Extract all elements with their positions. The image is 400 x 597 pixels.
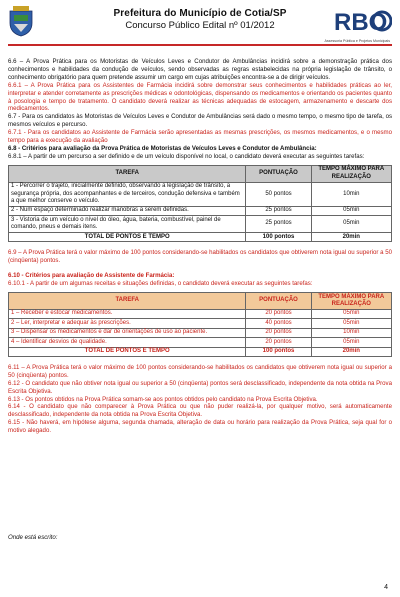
paragraph-6-12: 6.12 - O candidato que não obtiver nota igual ou superior a 50 (cinqüenta) pontos será desclassificado, independente da nota obtida na Prova Escrita Objetiva.	[8, 379, 392, 395]
rbo-logo	[332, 3, 392, 39]
task-cell: 4 – Identificar desvios de qualidade.	[9, 338, 246, 347]
task-cell: 2 - Num espaço determinado realizar manobras a serem definidas.	[9, 206, 246, 215]
table-row	[9, 182, 392, 206]
paragraph-6-6: 6.6 – A Prova Prática para os Motoristas de Veículos Leves e Condutor de Ambulâncias incidirá sobre a demonstração prática dos conhecimentos e habilidades da condução de veículos, sendo observadas as regras estabelecidas na própria legislação de trânsito, o conhecimento obrigatório para quem pretende assumir um cargo em cujas atribuições encontra-se a de dirigir veículos.	[8, 58, 392, 81]
table-row	[9, 319, 392, 328]
total-label: TOTAL DE PONTOS E TEMPO	[9, 233, 246, 242]
document-body	[8, 58, 392, 435]
score-cell: 25 pontos	[246, 216, 311, 233]
paragraph-6-8: 6.8 - Critérios para avaliação da Prova Prática de Motoristas de Veículos Leves e Condutor de Ambulância:	[8, 144, 317, 152]
table-total-row	[9, 233, 392, 242]
table-row	[9, 328, 392, 337]
paragraph-6-10-1: 6.10.1 - A partir de um algumas receitas e situações definidas, o candidato deverá executar as seguintes tarefas:	[8, 280, 313, 288]
task-cell: 1 – Receber e estocar medicamentos.	[9, 309, 246, 318]
logo-text: RBO	[334, 9, 388, 36]
task-cell: 1 - Percorrer o trajeto, inicialmente definido, observando a legislação de trânsito, a segurança própria, dos acompanhantes e de terceiros, condução defensiva e também a que melhor conserve o veículo.	[9, 182, 246, 206]
paragraph-6-6-1: 6.6.1 – A Prova Prática para os Assistentes de Farmácia incidirá sobre demonstrar seus conhecimentos e habilidades práticas ao ler, interpretar e atender corretamente as prescrições médicas e odontológicas, dispensando os medicamentos e orientando os pacientes quanto à posologia e tempo de tratamento. O candidato deverá realizar as técnicas adequadas de estocagem, armazenamento e descarte dos medicamentos.	[8, 81, 392, 113]
paragraph-6-10: 6.10 - Critérios para avaliação de Assistente de Farmácia:	[8, 272, 175, 280]
time-cell: 10min	[311, 182, 391, 206]
time-cell: 05min	[311, 319, 391, 328]
column-header-time: TEMPO MÁXIMO PARA REALIZAÇÃO	[311, 165, 391, 182]
page-number: 4	[384, 584, 388, 591]
task-cell: 2 – Ler, interpretar e adequar às prescrições.	[9, 319, 246, 328]
header-divider	[8, 44, 392, 46]
task-cell: 3 - Vistoria de um veículo o nível do óleo, água, bateria, combustível, painel de comando, pneus e demais itens.	[9, 216, 246, 233]
total-score: 100 pontos	[246, 233, 311, 242]
table-row	[9, 216, 392, 233]
column-header-score: PONTUAÇÃO	[246, 165, 311, 182]
time-cell: 05min	[311, 216, 391, 233]
table-header-row	[9, 165, 392, 182]
time-cell: 10min	[311, 328, 391, 337]
column-header-task: TAREFA	[9, 165, 246, 182]
total-score: 100 pontos	[246, 347, 311, 356]
paragraph-6-14: 6.14 - O candidato que não comparecer à Prova Prática ou que não puder realizá-la, por qualquer motivo, será automaticamente desclassificado, independente da nota obtida na Prova Escrita Objetiva.	[8, 403, 392, 419]
table-row	[9, 206, 392, 215]
table-total-row	[9, 347, 392, 356]
paragraph-6-7: 6.7 - Para os candidatos às Motoristas de Veículos Leves e Condutor de Ambulâncias será dado o mesmo tempo, o mesmo tipo de tarefa, os mesmos veículos e percurso.	[8, 113, 392, 129]
time-cell: 05min	[311, 206, 391, 215]
score-cell: 20 pontos	[246, 328, 311, 337]
time-cell: 05min	[311, 309, 391, 318]
column-header-task: TAREFA	[9, 293, 246, 310]
score-cell: 20 pontos	[246, 338, 311, 347]
score-cell: 50 pontos	[246, 182, 311, 206]
score-cell: 20 pontos	[246, 309, 311, 318]
header-title: Prefeitura do Município de Cotia/SP	[113, 8, 287, 19]
paragraph-6-11: 6.11 – A Prova Prática terá o valor máximo de 100 pontos considerando-se habilitados os candidatos que obtiverem nota igual ou superior a 50 (cinqüenta) pontos.	[8, 363, 392, 379]
table-row	[9, 338, 392, 347]
task-cell: 3 – Dispensar os medicamentos e dar de orientações de uso ao paciente.	[9, 328, 246, 337]
score-cell: 40 pontos	[246, 319, 311, 328]
column-header-time: TEMPO MÁXIMO PARA REALIZAÇÃO	[311, 293, 391, 310]
pharmacy-task-table	[8, 292, 392, 357]
time-cell: 05min	[311, 338, 391, 347]
driver-task-table	[8, 165, 392, 243]
table-header-row	[9, 293, 392, 310]
paragraph-6-7-1: 6.7.1 - Para os candidatos ao Assistente de Farmácia serão apresentadas as mesmas prescrições, os mesmos medicamentos, e o mesmo tempo para a execução da avaliação	[8, 129, 392, 145]
paragraph-6-9: 6.9 – A Prova Prática terá o valor máximo de 100 pontos considerando-se habilitados os candidatos que obtiverem nota igual ou superior a 50 (cinqüenta) pontos.	[8, 249, 392, 265]
score-cell: 25 pontos	[246, 206, 311, 215]
paragraph-6-15: 6.15 - Não haverá, em hipótese alguma, segunda chamada, alteração de data ou horário para realização da Prova Prática, seja qual for o motivo alegado.	[8, 419, 392, 435]
table-row	[9, 309, 392, 318]
total-time: 20min	[311, 233, 391, 242]
closing-text: Onde está escrito:	[8, 534, 58, 541]
header-subtitle: Concurso Público Edital nº 01/2012	[125, 20, 275, 31]
total-label: TOTAL DE PONTOS E TEMPO	[9, 347, 246, 356]
total-time: 20min	[311, 347, 391, 356]
column-header-score: PONTUAÇÃO	[246, 293, 311, 310]
logo-subtitle: Assessoria Pública e Projetos Municipais	[324, 39, 390, 43]
paragraph-6-13: 6.13 - Os pontos obtidos na Prova Prática somam-se aos pontos obtidos pelo candidato na Prova Escrita Objetiva.	[8, 395, 318, 403]
paragraph-6-8-1: 6.8.1 – A partir de um percurso a ser definido e de um veículo disponível no local, o candidato deverá executar as seguintes tarefas:	[8, 152, 365, 160]
